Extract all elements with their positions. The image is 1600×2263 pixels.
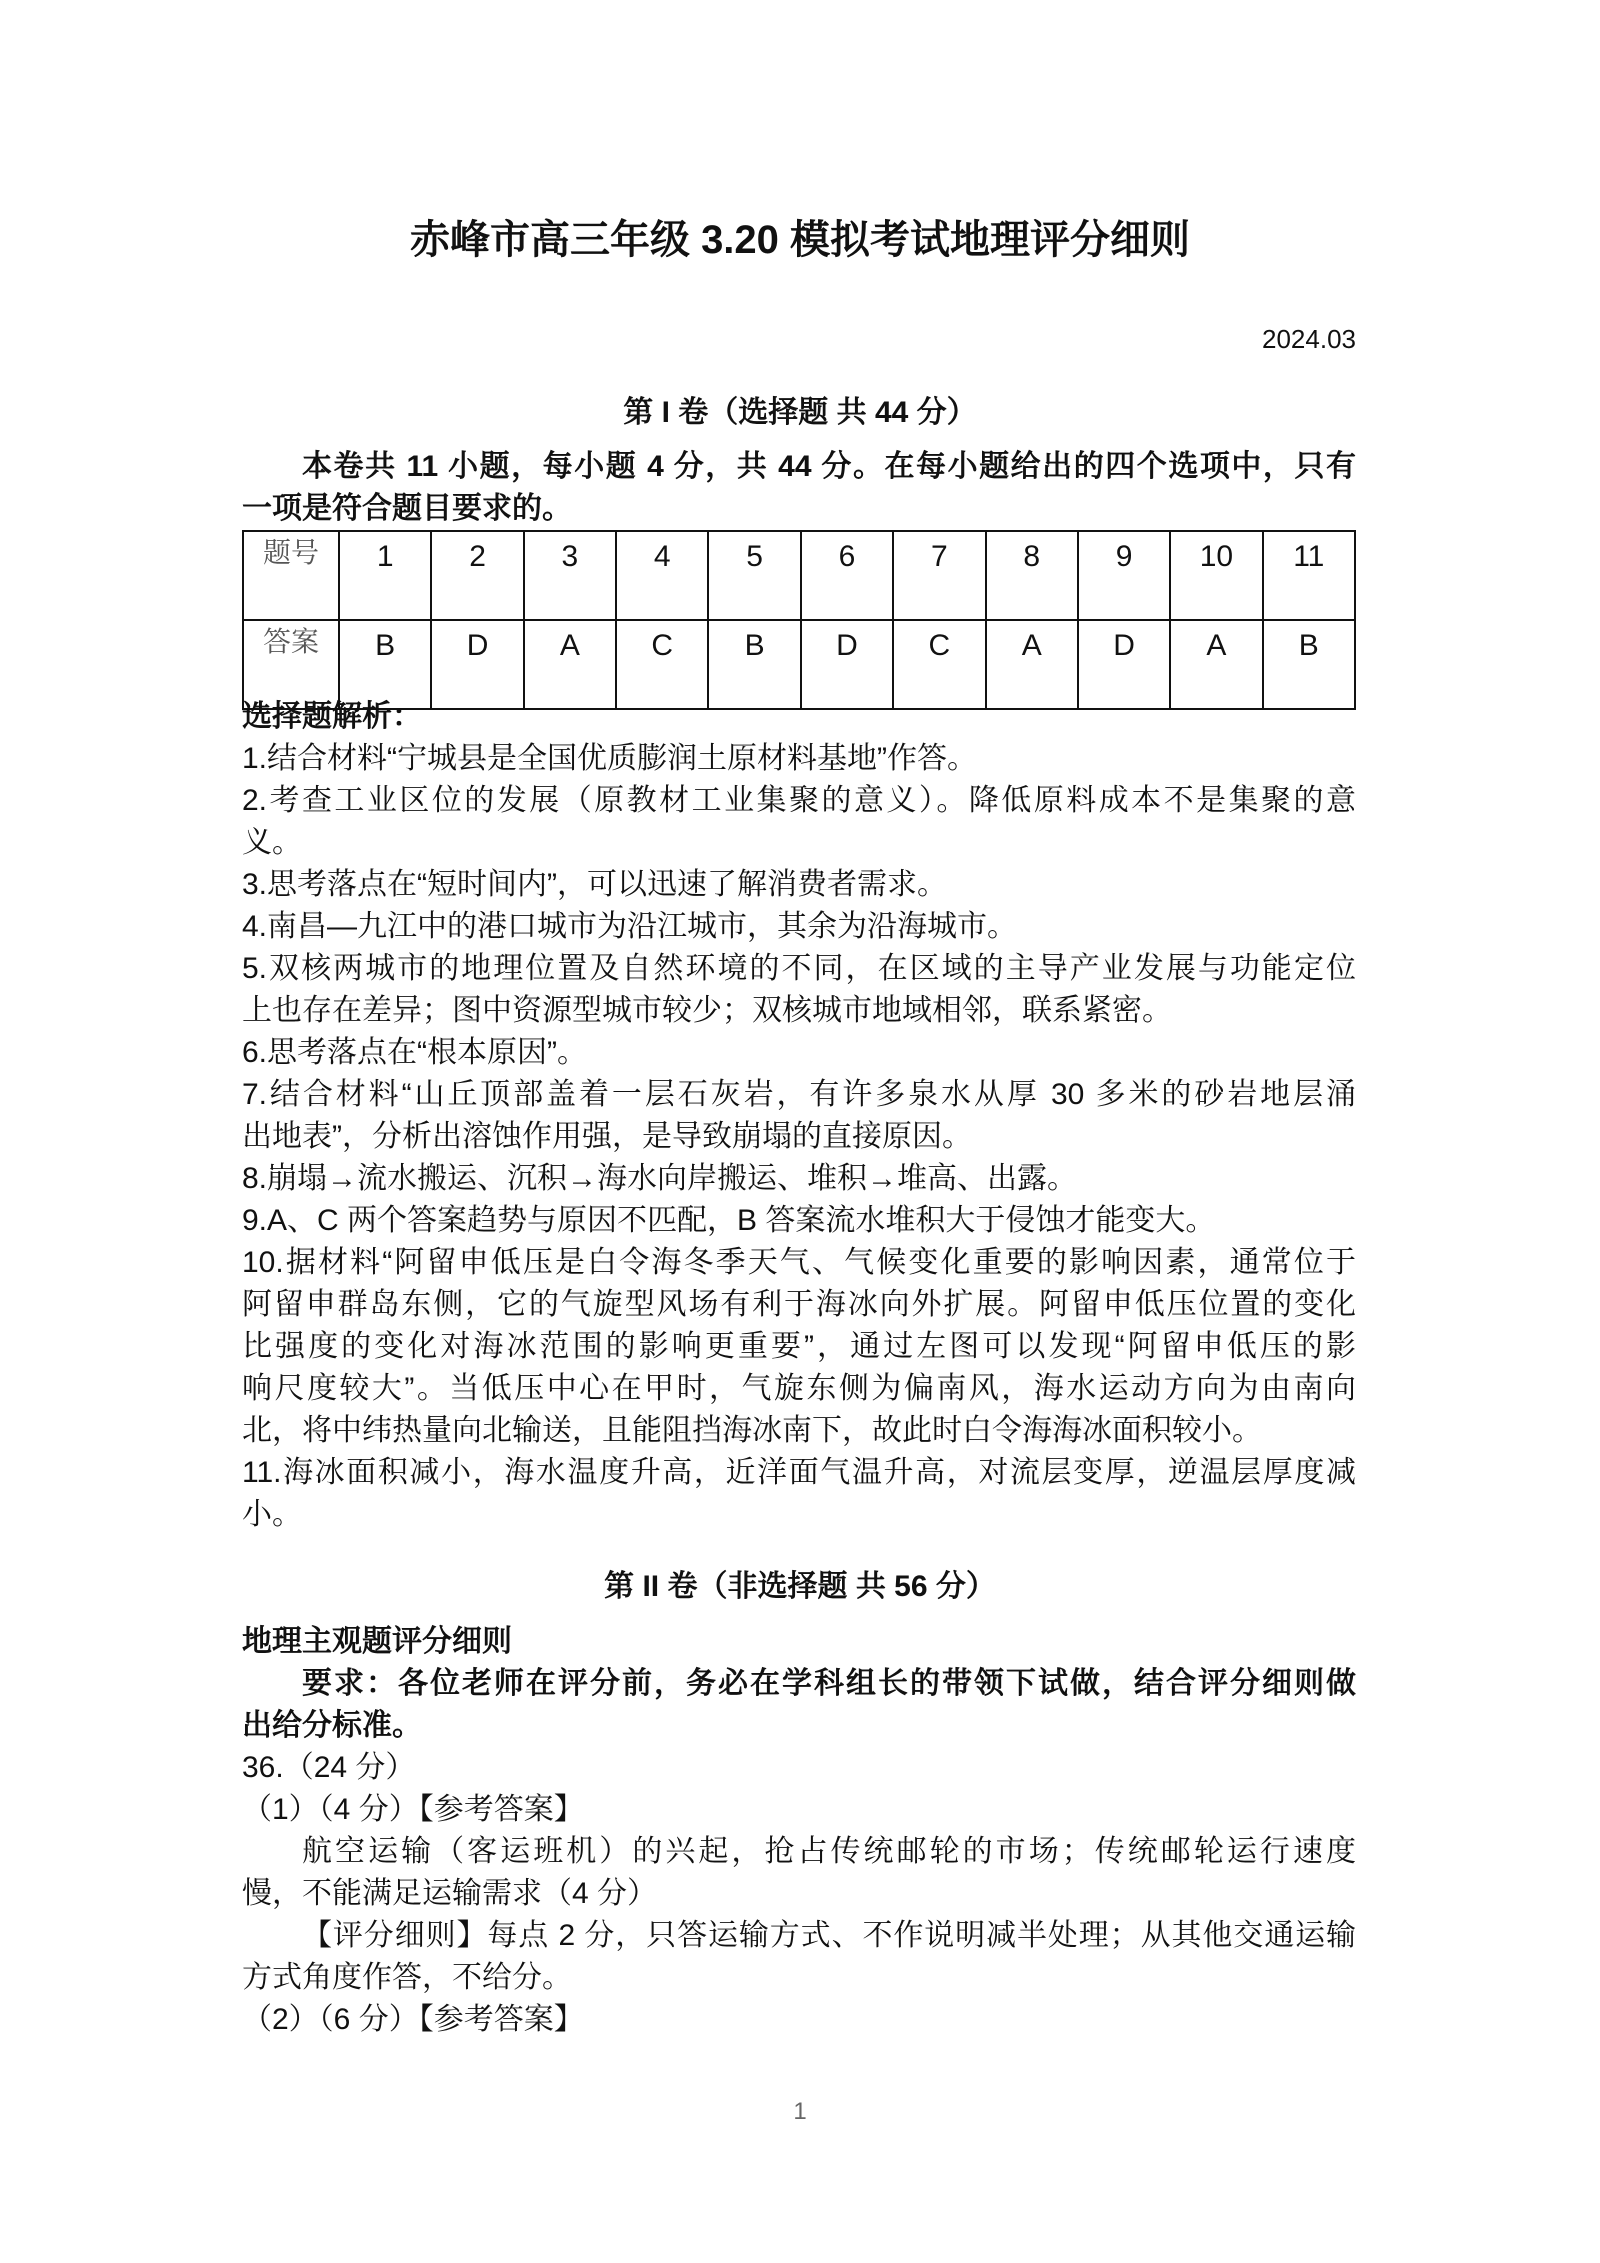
question-number-cell: 11	[1263, 531, 1355, 620]
question-number-cell: 9	[1078, 531, 1170, 620]
text-line: 阿留申群岛东侧，它的气旋型风场有利于海冰向外扩展。阿留申低压位置的变化	[242, 1288, 1356, 1321]
document-title: 赤峰市高三年级 3.20 模拟考试地理评分细则	[409, 218, 1191, 262]
text-line: 【评分细则】每点 2 分，只答运输方式、不作说明减半处理；从其他交通运输	[302, 1919, 1356, 1952]
text-line: 要求：各位老师在评分前，务必在学科组长的带领下试做，结合评分细则做	[302, 1667, 1356, 1700]
text-line: 11.海冰面积减小，海水温度升高，近洋面气温升高，对流层变厚，逆温层厚度减	[242, 1456, 1356, 1489]
text-line: 5.双核两城市的地理位置及自然环境的不同，在区域的主导产业发展与功能定位	[242, 952, 1356, 985]
question-number-cell: 2	[431, 531, 523, 620]
answer-cell: A	[1170, 620, 1262, 709]
answer-cell: B	[1263, 620, 1355, 709]
question-number-cell: 10	[1170, 531, 1262, 620]
choice-analysis	[242, 696, 1356, 1536]
text-line: 6.思考落点在“根本原因”。	[242, 1036, 587, 1069]
text-line: 10.据材料“阿留申低压是白令海冬季天气、气候变化重要的影响因素，通常位于	[242, 1246, 1356, 1279]
text-line: 响尺度较大”。当低压中心在甲时，气旋东侧为偏南风，海水运动方向为由南向	[242, 1372, 1356, 1405]
answer-cell: C	[616, 620, 708, 709]
question-number-cell: 3	[524, 531, 616, 620]
text-line: 3.思考落点在“短时间内”，可以迅速了解消费者需求。	[242, 868, 947, 901]
text-line: 选择题解析：	[242, 700, 422, 733]
row-header-answer: 答案	[243, 620, 339, 709]
text-line: 比强度的变化对海冰范围的影响更重要”，通过左图可以发现“阿留申低压的影	[242, 1330, 1356, 1363]
question-number-cell: 5	[708, 531, 800, 620]
text-line: 36.（24 分）	[242, 1751, 416, 1784]
answer-cell: C	[893, 620, 985, 709]
intro-line: 本卷共 11 小题，每小题 4 分，共 44 分。在每小题给出的四个选项中，只有	[302, 450, 1356, 483]
answer-cell: A	[524, 620, 616, 709]
document-date: 2024.03	[1262, 324, 1356, 354]
question-number-cell: 8	[986, 531, 1078, 620]
page-number: 1	[793, 2098, 807, 2125]
answer-cell: B	[708, 620, 800, 709]
text-line: 出给分标准。	[242, 1709, 422, 1742]
text-line: 1.结合材料“宁城县是全国优质膨润土原材料基地”作答。	[242, 742, 977, 775]
subjective-scoring	[242, 1621, 1356, 2041]
section-1-heading: 第 I 卷（选择题 共 44 分）	[623, 396, 977, 429]
text-line: 4.南昌—九江中的港口城市为沿江城市，其余为沿海城市。	[242, 910, 1018, 943]
answer-cell: D	[431, 620, 523, 709]
answer-cell: D	[801, 620, 893, 709]
answer-cell: A	[986, 620, 1078, 709]
question-number-cell: 4	[616, 531, 708, 620]
text-line: 8.崩塌→流水搬运、沉积→海水向岸搬运、堆积→堆高、出露。	[242, 1162, 1078, 1195]
text-line: （2）（6 分）【参考答案】	[242, 2003, 584, 2036]
text-line: 航空运输（客运班机）的兴起，抢占传统邮轮的市场；传统邮轮运行速度	[302, 1835, 1356, 1868]
section-1-intro	[242, 446, 1356, 530]
text-line: （1）（4 分）【参考答案】	[242, 1793, 584, 1826]
text-line: 慢，不能满足运输需求（4 分）	[242, 1877, 658, 1910]
intro-line: 一项是符合题目要求的。	[242, 492, 572, 525]
section-2-heading: 第 II 卷（非选择题 共 56 分）	[604, 1570, 996, 1603]
text-line: 北，将中纬热量向北输送，且能阻挡海冰南下，故此时白令海海冰面积较小。	[242, 1414, 1262, 1447]
question-number-cell: 7	[893, 531, 985, 620]
text-line: 2.考查工业区位的发展（原教材工业集聚的意义）。降低原料成本不是集聚的意	[242, 784, 1356, 817]
question-number-cell: 6	[801, 531, 893, 620]
text-line: 上也存在差异；图中资源型城市较少；双核城市地域相邻，联系紧密。	[242, 994, 1172, 1027]
text-line: 7.结合材料“山丘顶部盖着一层石灰岩，有许多泉水从厚 30 多米的砂岩地层涌	[242, 1078, 1356, 1111]
answer-cell: B	[339, 620, 431, 709]
text-line: 义。	[242, 826, 302, 859]
text-line: 方式角度作答，不给分。	[242, 1961, 572, 1994]
answer-cell: D	[1078, 620, 1170, 709]
text-line: 地理主观题评分细则	[242, 1625, 512, 1658]
row-header-number: 题号	[243, 531, 339, 620]
text-line: 小。	[242, 1498, 302, 1531]
question-number-cell: 1	[339, 531, 431, 620]
answer-table	[242, 530, 1356, 710]
text-line: 出地表”，分析出溶蚀作用强，是导致崩塌的直接原因。	[242, 1120, 972, 1153]
table-row-numbers	[243, 531, 1355, 620]
text-line: 9.A、C 两个答案趋势与原因不匹配，B 答案流水堆积大于侵蚀才能变大。	[242, 1204, 1216, 1237]
